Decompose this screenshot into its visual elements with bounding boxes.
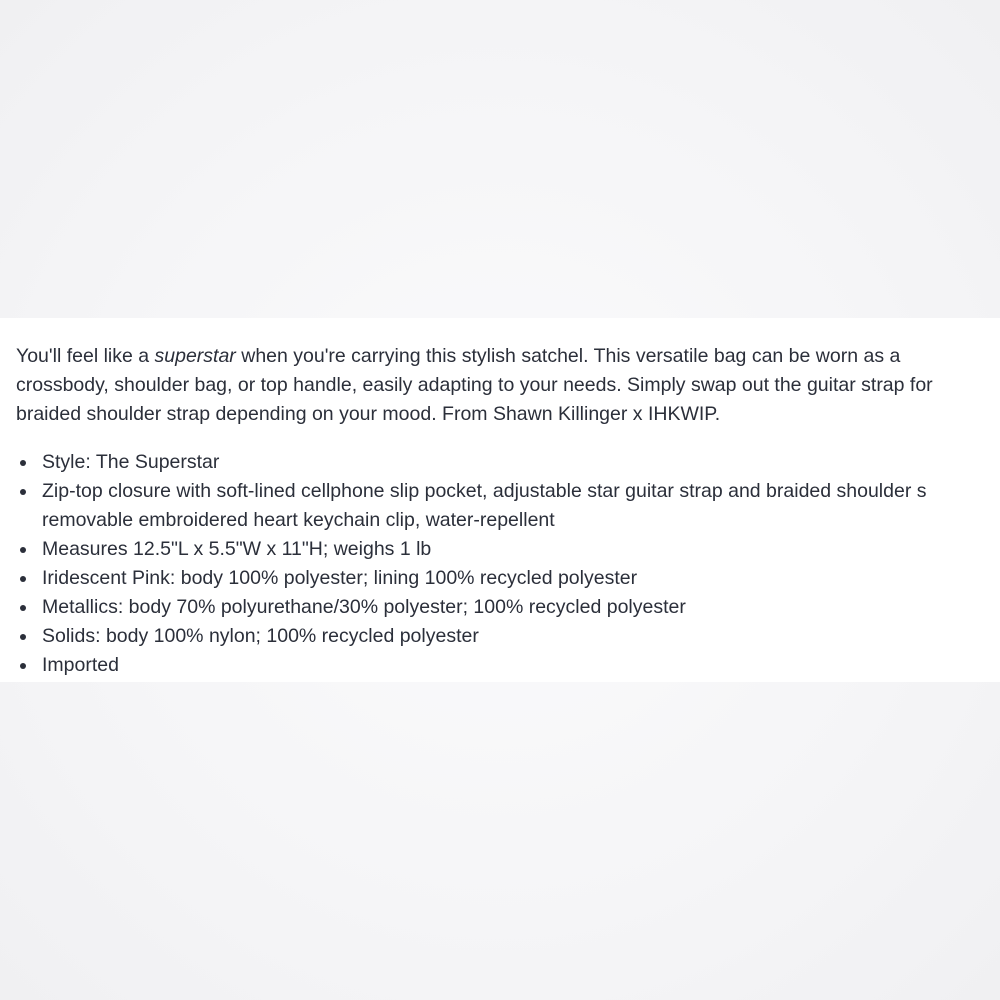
- description-line-3: braided shoulder strap depending on your mood. From Shawn Killinger x IHKWIP.: [16, 403, 721, 425]
- feature-item: [16, 651, 1000, 680]
- feature-item: [16, 622, 1000, 651]
- feature-item: [16, 477, 1000, 535]
- description-emphasis: superstar: [154, 345, 236, 367]
- feature-text: Measures 12.5"L x 5.5"W x 11"H; weighs 1 lb: [42, 538, 432, 560]
- bullet-icon: [20, 663, 26, 669]
- feature-item: [16, 564, 1000, 593]
- product-description: [16, 342, 1000, 429]
- product-description-panel: [0, 318, 1000, 682]
- description-line-1: [16, 342, 1000, 371]
- bullet-icon: [20, 605, 26, 611]
- feature-item: [16, 448, 1000, 477]
- feature-text: Zip-top closure with soft-lined cellphone slip pocket, adjustable star guitar strap and braided shoulder s: [42, 480, 927, 502]
- feature-text-continuation: removable embroidered heart keychain clip, water-repellent: [42, 509, 555, 531]
- feature-text: Iridescent Pink: body 100% polyester; lining 100% recycled polyester: [42, 567, 638, 589]
- bullet-icon: [20, 576, 26, 582]
- feature-text: Imported: [42, 654, 119, 676]
- bullet-icon: [20, 547, 26, 553]
- feature-item: [16, 593, 1000, 622]
- feature-text: Solids: body 100% nylon; 100% recycled polyester: [42, 625, 479, 647]
- feature-list: [16, 448, 1000, 680]
- description-line-2: crossbody, shoulder bag, or top handle, easily adapting to your needs. Simply swap out the guitar strap for: [16, 374, 933, 396]
- feature-item: [16, 535, 1000, 564]
- bullet-icon: [20, 460, 26, 466]
- feature-text: Metallics: body 70% polyurethane/30% polyester; 100% recycled polyester: [42, 596, 686, 618]
- description-text: when you're carrying this stylish satchel. This versatile bag can be worn as a: [235, 345, 901, 367]
- feature-text: Style: The Superstar: [42, 451, 220, 473]
- bullet-icon: [20, 489, 26, 495]
- bullet-icon: [20, 634, 26, 640]
- description-text: You'll feel like a: [16, 345, 155, 367]
